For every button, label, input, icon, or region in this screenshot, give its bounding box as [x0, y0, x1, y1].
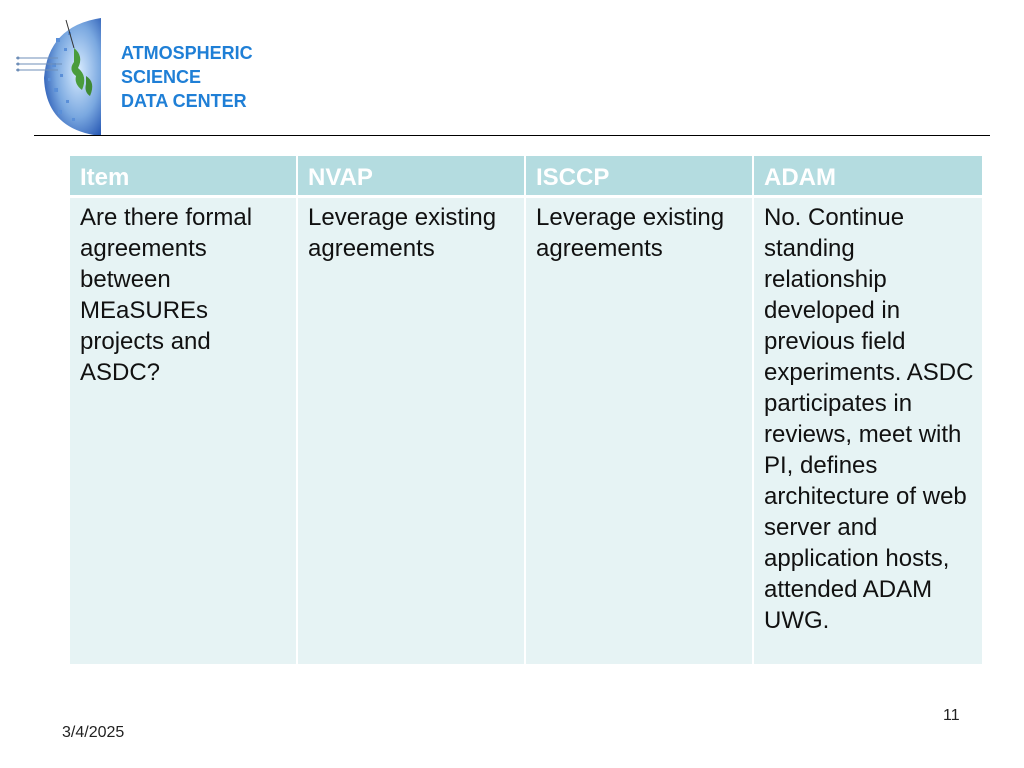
column-header-adam: ADAM — [753, 156, 983, 196]
cell-nvap: Leverage existing agreements — [297, 196, 525, 664]
globe-logo-icon — [16, 18, 106, 136]
org-line-1: ATMOSPHERIC — [121, 43, 253, 63]
column-header-nvap: NVAP — [297, 156, 525, 196]
footer-date: 3/4/2025 — [62, 724, 125, 741]
cell-isccp: Leverage existing agreements — [525, 196, 753, 664]
organization-name — [121, 41, 253, 113]
column-header-isccp: ISCCP — [525, 156, 753, 196]
column-header-item: Item — [69, 156, 297, 196]
org-line-2: SCIENCE — [121, 67, 202, 87]
org-line-3: DATA CENTER — [121, 91, 247, 111]
header-divider — [34, 135, 990, 136]
page-number: 11 — [943, 707, 960, 724]
cell-item: Are there formal agreements between MEaSUREs projects and ASDC? — [69, 196, 297, 664]
comparison-table — [68, 156, 984, 664]
table-row — [69, 196, 983, 664]
cell-adam: No. Continue standing relationship developed in previous field experiments. ASDC participates in reviews, meet with PI, defines architecture of web server and application hosts, attended ADAM UWG. — [753, 196, 983, 664]
table-header-row — [69, 156, 983, 196]
